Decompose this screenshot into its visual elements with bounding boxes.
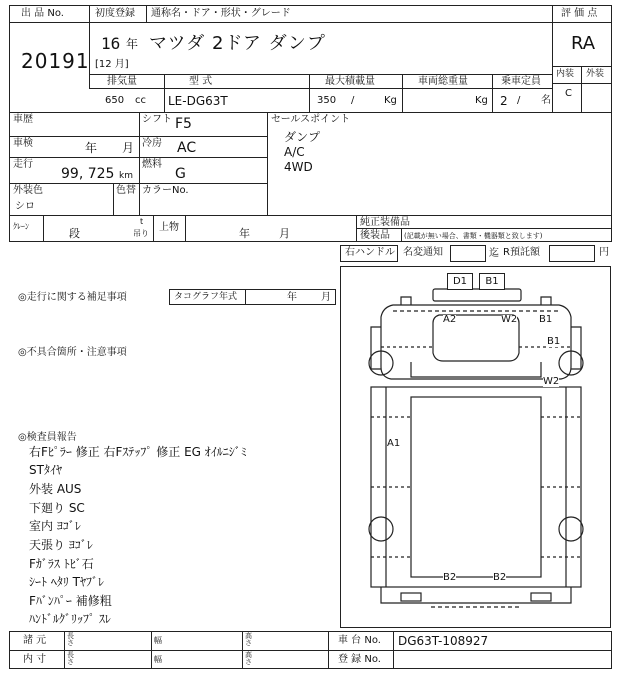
aftermarket-label: 後装品 <box>360 230 390 241</box>
refund-until-label: 迄 <box>489 248 499 259</box>
driving-supplement-label: ◎走行に関する補足事項 <box>18 292 127 303</box>
length-label: 長さ <box>67 651 74 666</box>
exterior-color-value: シロ <box>15 201 35 212</box>
sales-points-label: セールスポイント <box>271 114 351 125</box>
recycle-deposit-label: R預託額 <box>503 247 540 258</box>
crane-label: ｸﾚｰﾝ <box>13 222 29 231</box>
reg-month: [12 月] <box>95 59 129 70</box>
damage-mark: A2 <box>443 314 457 325</box>
damage-mark: B2 <box>443 572 457 583</box>
inspector-line: 外装 AUS <box>29 482 82 496</box>
sales-point-item: A/C <box>284 145 305 159</box>
capacity-unit: 名 <box>541 95 551 106</box>
crane-lift-label: 吊り <box>133 229 149 238</box>
crane-ton-unit: t <box>140 217 144 226</box>
inspector-report-label: ◎検査員報告 <box>18 432 77 443</box>
capacity-label: 乗車定員 <box>501 76 541 87</box>
color-number-label: カラーNo. <box>142 185 189 196</box>
aftermarket-note: (記載が無い場合、書類・機器類と致します) <box>404 232 543 240</box>
height-label: 高さ <box>245 632 252 647</box>
inspector-line: 室内 ﾖｺﾞﾚ <box>29 519 81 533</box>
damage-mark: W2 <box>501 314 518 325</box>
truck-outline <box>341 267 610 627</box>
max-load-unit: Kg <box>384 95 397 106</box>
damage-mark: B2 <box>493 572 507 583</box>
gross-weight-label: 車両総重量 <box>418 76 468 87</box>
aircon-value: AC <box>177 140 197 156</box>
overall-grade: RA <box>571 33 596 54</box>
damage-mark: A1 <box>387 438 401 449</box>
inspector-line: 天張り ﾖｺﾞﾚ <box>29 538 93 552</box>
height-label: 高さ <box>245 651 252 666</box>
tachograph-label: タコグラフ年式 <box>174 292 238 302</box>
inspection-year-unit: 年 <box>85 141 98 155</box>
damage-mark: B1 <box>547 336 561 347</box>
inspector-line: STﾀｲﾔ <box>29 463 62 477</box>
car-name: マツダ 2ドア ダンプ <box>149 33 326 54</box>
inspection-label: 車検 <box>13 138 33 149</box>
interior-grade-label: 内装 <box>556 69 575 79</box>
damage-diagram <box>340 266 611 628</box>
history-label: 車歴 <box>13 114 33 125</box>
inspector-line: 下廻り SC <box>29 501 85 515</box>
reg-year: 16 <box>101 34 121 53</box>
max-load-slash: / <box>351 95 355 106</box>
interior-grade: C <box>565 88 572 99</box>
displacement-label: 排気量 <box>107 76 137 87</box>
car-name-label: 通称名・ドア・形状・グレード <box>151 8 291 19</box>
inspector-line: Fﾊﾞﾝﾊﾟｰ 補修粗 <box>29 594 112 608</box>
reg-year-unit: 年 <box>126 37 139 51</box>
damage-mark: B1 <box>539 314 553 325</box>
chassis-no-label: 車 台 No. <box>338 635 381 646</box>
loading-label: 上物 <box>159 222 179 233</box>
color-change-label: 色替 <box>116 185 136 196</box>
right-hand-label: 右ハンドル <box>345 247 395 258</box>
inspector-line: ｼｰﾄ ﾍﾀﾘ Tﾔﾌﾞﾚ <box>29 575 104 589</box>
max-load-value: 350 <box>317 95 337 106</box>
lot-no-label: 出 品 No. <box>21 8 64 19</box>
name-change-box <box>450 245 486 262</box>
displacement-unit: cc <box>135 95 146 106</box>
damage-mark: D1 <box>447 273 473 290</box>
gross-weight-unit: Kg <box>475 95 488 106</box>
fuel-value: G <box>175 166 186 182</box>
model-label: 型 式 <box>189 76 213 87</box>
width-label: 幅 <box>154 655 162 664</box>
standard-equipment-label: 純正装備品 <box>360 217 410 228</box>
length-label: 長さ <box>67 632 74 647</box>
damage-mark: W2 <box>543 376 560 387</box>
tachograph-year-unit: 年 <box>287 292 297 303</box>
chassis-number: DG63T-108927 <box>398 634 489 648</box>
sales-point-item: ダンプ <box>284 130 321 144</box>
yen-label: 円 <box>599 247 609 258</box>
dims-label: 諸 元 <box>23 635 47 646</box>
registration-no-label: 登 録 No. <box>338 654 381 665</box>
name-change-label: 名変通知 <box>403 247 443 258</box>
loading-month-unit: 月 <box>279 227 290 240</box>
crane-stage-unit: 段 <box>69 227 80 240</box>
interior-dims-label: 内 寸 <box>23 654 47 665</box>
sales-point-item: 4WD <box>284 160 313 174</box>
damage-mark: B1 <box>479 273 505 290</box>
recycle-deposit-box <box>549 245 595 262</box>
inspector-line: Fｶﾞﾗｽ ﾄﾋﾞ石 <box>29 557 94 571</box>
fuel-label: 燃料 <box>142 159 162 170</box>
defects-label: ◎不具合箇所・注意事項 <box>18 347 127 358</box>
capacity-value: 2 <box>500 94 508 108</box>
inspection-month-unit: 月 <box>122 141 135 155</box>
model-code: LE-DG63T <box>168 94 228 108</box>
aircon-label: 冷房 <box>142 138 162 149</box>
capacity-slash: / <box>517 95 521 106</box>
exterior-color-label: 外装色 <box>13 185 43 196</box>
max-load-label: 最大積載量 <box>325 76 375 87</box>
shift-value: F5 <box>175 116 192 132</box>
mileage-value: 99, 725 <box>61 166 115 182</box>
displacement-value: 650 <box>105 95 125 106</box>
mileage-label: 走行 <box>13 159 33 170</box>
grade-label: 評 価 点 <box>561 8 598 19</box>
inspector-line: 右Fﾋﾟﾗｰ 修正 右Fｽﾃｯﾌﾟ 修正 EG ｵｲﾙﾆｼﾞﾐ <box>29 445 247 459</box>
lot-number: 20191 <box>21 49 90 73</box>
first-reg-label: 初度登録 <box>95 8 135 19</box>
width-label: 幅 <box>154 636 162 645</box>
inspector-line: ﾊﾝﾄﾞﾙｸﾞﾘｯﾌﾟ ｽﾚ <box>29 612 111 626</box>
tachograph-month-unit: 月 <box>321 292 331 303</box>
exterior-grade-label: 外装 <box>586 69 605 79</box>
loading-year-unit: 年 <box>239 227 250 240</box>
shift-label: シフト <box>142 114 172 125</box>
auction-sheet <box>9 5 612 675</box>
mileage-unit: km <box>119 171 133 181</box>
